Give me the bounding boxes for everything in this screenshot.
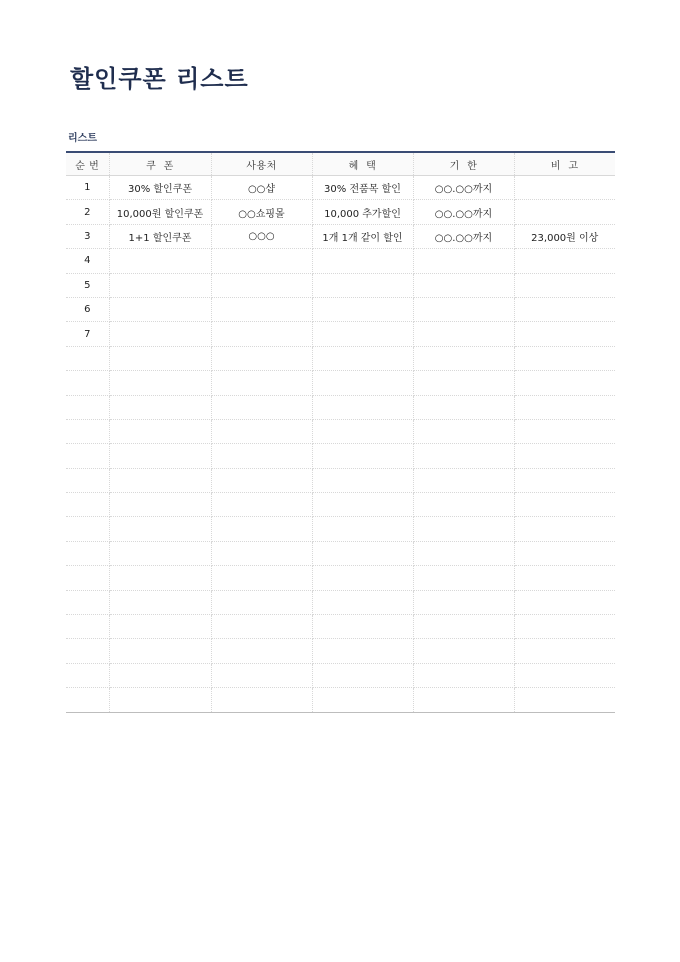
cell-number: 6: [66, 297, 109, 321]
table-row: [66, 590, 615, 614]
cell-store: [211, 346, 312, 370]
cell-coupon: [109, 273, 211, 297]
cell-coupon: [109, 663, 211, 687]
cell-store: [211, 444, 312, 468]
cell-note: [514, 541, 615, 565]
table-row: [66, 468, 615, 492]
cell-coupon: [109, 297, 211, 321]
cell-expiry: [413, 639, 514, 663]
cell-benefit: [312, 444, 413, 468]
cell-number: [66, 371, 109, 395]
cell-coupon: [109, 493, 211, 517]
cell-store: [211, 541, 312, 565]
coupon-table: [66, 151, 615, 713]
cell-expiry: [413, 346, 514, 370]
cell-benefit: [312, 517, 413, 541]
cell-expiry: [413, 663, 514, 687]
cell-store: [211, 517, 312, 541]
cell-expiry: [413, 468, 514, 492]
cell-expiry: ○○.○○까지: [413, 200, 514, 224]
cell-note: [514, 419, 615, 443]
header-cell-number: 순 번: [66, 152, 109, 176]
cell-note: [514, 249, 615, 273]
cell-benefit: 10,000 추가할인: [312, 200, 413, 224]
cell-expiry: [413, 273, 514, 297]
cell-store: [211, 395, 312, 419]
cell-benefit: 30% 전품목 할인: [312, 176, 413, 200]
table-row: [66, 176, 615, 200]
cell-store: [211, 615, 312, 639]
cell-note: [514, 663, 615, 687]
table-row: [66, 444, 615, 468]
page-title: 할인쿠폰 리스트: [70, 65, 249, 93]
table-row: [66, 566, 615, 590]
table-row: [66, 273, 615, 297]
cell-note: [514, 176, 615, 200]
cell-store: [211, 639, 312, 663]
cell-number: [66, 493, 109, 517]
cell-benefit: [312, 322, 413, 346]
cell-benefit: [312, 615, 413, 639]
cell-store: [211, 249, 312, 273]
cell-number: [66, 541, 109, 565]
table-row: [66, 395, 615, 419]
cell-expiry: [413, 615, 514, 639]
cell-expiry: [413, 688, 514, 712]
cell-expiry: [413, 249, 514, 273]
cell-coupon: [109, 371, 211, 395]
cell-number: 1: [66, 176, 109, 200]
table-row: [66, 688, 615, 712]
cell-coupon: 30% 할인쿠폰: [109, 176, 211, 200]
cell-note: 23,000원 이상: [514, 224, 615, 248]
cell-benefit: [312, 419, 413, 443]
cell-benefit: [312, 493, 413, 517]
cell-expiry: [413, 590, 514, 614]
cell-note: [514, 468, 615, 492]
cell-coupon: [109, 590, 211, 614]
cell-number: [66, 615, 109, 639]
cell-benefit: [312, 273, 413, 297]
cell-coupon: 1+1 할인쿠폰: [109, 224, 211, 248]
cell-benefit: [312, 395, 413, 419]
cell-number: 3: [66, 224, 109, 248]
cell-expiry: [413, 541, 514, 565]
cell-number: [66, 419, 109, 443]
cell-coupon: [109, 517, 211, 541]
cell-number: [66, 639, 109, 663]
cell-coupon: [109, 249, 211, 273]
cell-note: [514, 615, 615, 639]
cell-benefit: [312, 590, 413, 614]
cell-coupon: 10,000원 할인쿠폰: [109, 200, 211, 224]
cell-coupon: [109, 346, 211, 370]
cell-store: [211, 273, 312, 297]
table-row: [66, 224, 615, 248]
table-row: [66, 639, 615, 663]
cell-expiry: [413, 517, 514, 541]
table-row: [66, 322, 615, 346]
cell-benefit: [312, 663, 413, 687]
header-row: [66, 152, 615, 176]
cell-note: [514, 273, 615, 297]
header-cell-coupon: 쿠 폰: [109, 152, 211, 176]
cell-benefit: 1개 1개 같이 할인: [312, 224, 413, 248]
cell-expiry: [413, 566, 514, 590]
cell-number: [66, 444, 109, 468]
table-row: [66, 346, 615, 370]
cell-note: [514, 395, 615, 419]
cell-number: [66, 566, 109, 590]
cell-store: [211, 297, 312, 321]
cell-store: [211, 371, 312, 395]
cell-number: 5: [66, 273, 109, 297]
cell-benefit: [312, 346, 413, 370]
cell-benefit: [312, 297, 413, 321]
cell-number: 2: [66, 200, 109, 224]
cell-benefit: [312, 566, 413, 590]
cell-note: [514, 639, 615, 663]
table-row: [66, 615, 615, 639]
cell-store: [211, 493, 312, 517]
coupon-table-container: [66, 151, 615, 713]
cell-expiry: [413, 395, 514, 419]
cell-store: ○○쇼핑몰: [211, 200, 312, 224]
cell-note: [514, 688, 615, 712]
cell-store: [211, 566, 312, 590]
cell-note: [514, 322, 615, 346]
cell-expiry: [413, 322, 514, 346]
cell-expiry: [413, 371, 514, 395]
cell-coupon: [109, 688, 211, 712]
cell-number: 7: [66, 322, 109, 346]
cell-store: [211, 590, 312, 614]
section-label: 리스트: [68, 133, 97, 144]
cell-coupon: [109, 639, 211, 663]
table-row: [66, 493, 615, 517]
cell-expiry: [413, 297, 514, 321]
cell-expiry: [413, 419, 514, 443]
cell-note: [514, 590, 615, 614]
cell-coupon: [109, 566, 211, 590]
cell-number: [66, 688, 109, 712]
cell-expiry: [413, 444, 514, 468]
cell-coupon: [109, 322, 211, 346]
cell-note: [514, 371, 615, 395]
cell-benefit: [312, 249, 413, 273]
cell-note: [514, 444, 615, 468]
cell-number: [66, 468, 109, 492]
cell-expiry: ○○.○○까지: [413, 224, 514, 248]
cell-benefit: [312, 688, 413, 712]
cell-expiry: ○○.○○까지: [413, 176, 514, 200]
table-body: [66, 176, 615, 713]
cell-number: 4: [66, 249, 109, 273]
cell-coupon: [109, 468, 211, 492]
cell-store: ○○샵: [211, 176, 312, 200]
cell-note: [514, 517, 615, 541]
cell-note: [514, 200, 615, 224]
table-row: [66, 200, 615, 224]
cell-note: [514, 566, 615, 590]
cell-coupon: [109, 395, 211, 419]
table-row: [66, 371, 615, 395]
table-row: [66, 663, 615, 687]
cell-number: [66, 663, 109, 687]
table-header: [66, 152, 615, 176]
table-row: [66, 419, 615, 443]
cell-benefit: [312, 371, 413, 395]
cell-coupon: [109, 419, 211, 443]
table-row: [66, 541, 615, 565]
cell-note: [514, 297, 615, 321]
table-row: [66, 517, 615, 541]
cell-store: ○○○: [211, 224, 312, 248]
header-cell-expiry: 기 한: [413, 152, 514, 176]
cell-store: [211, 688, 312, 712]
header-cell-store: 사용처: [211, 152, 312, 176]
cell-store: [211, 322, 312, 346]
cell-benefit: [312, 468, 413, 492]
cell-store: [211, 419, 312, 443]
cell-benefit: [312, 639, 413, 663]
cell-store: [211, 663, 312, 687]
cell-store: [211, 468, 312, 492]
cell-coupon: [109, 444, 211, 468]
cell-number: [66, 395, 109, 419]
cell-expiry: [413, 493, 514, 517]
cell-number: [66, 346, 109, 370]
cell-number: [66, 590, 109, 614]
header-cell-benefit: 혜 택: [312, 152, 413, 176]
cell-coupon: [109, 541, 211, 565]
cell-note: [514, 493, 615, 517]
cell-note: [514, 346, 615, 370]
cell-number: [66, 517, 109, 541]
cell-coupon: [109, 615, 211, 639]
table-row: [66, 249, 615, 273]
header-cell-note: 비 고: [514, 152, 615, 176]
cell-benefit: [312, 541, 413, 565]
table-row: [66, 297, 615, 321]
